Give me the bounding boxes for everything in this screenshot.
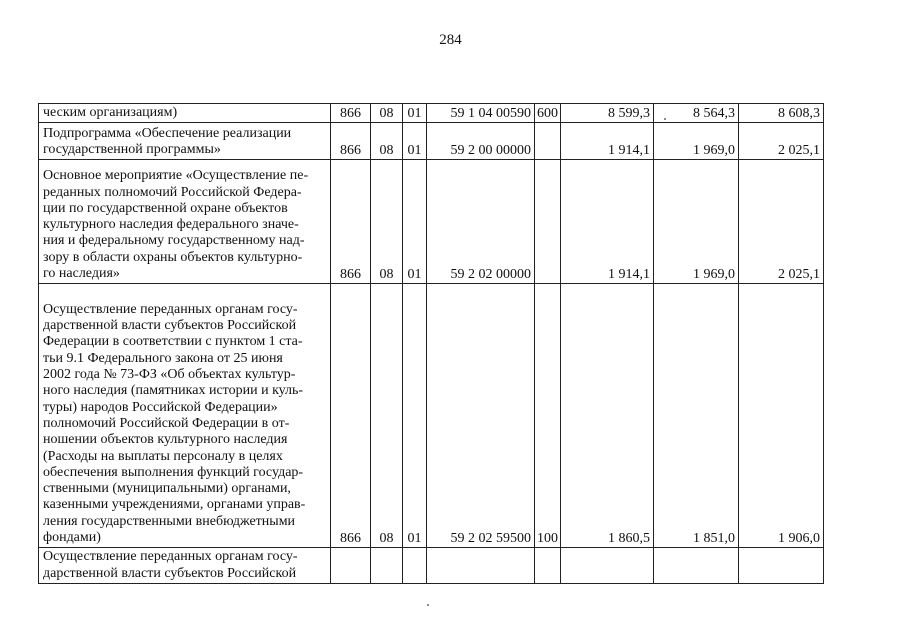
table-row	[39, 123, 824, 160]
section-code-cell	[371, 548, 403, 584]
amount-year1-cell: 1 914,1	[561, 160, 654, 284]
item-name-cell	[39, 548, 331, 584]
item-name-cell	[39, 284, 331, 548]
subsection-code-cell: 01	[403, 104, 427, 123]
item-name-line: обеспечения выполнения функций государ-	[43, 464, 304, 480]
item-name-line: тьи 9.1 Федерального закона от 25 июня	[43, 350, 283, 366]
ministry-code-cell: 866	[331, 284, 371, 548]
amount-year3-cell: 8 608,3	[739, 104, 824, 123]
subsection-code-cell: 01	[403, 123, 427, 160]
amount-year3-cell	[739, 548, 824, 584]
item-name-line: (Расходы на выплаты персоналу в целях	[43, 448, 283, 464]
amount-year3-cell: 2 025,1	[739, 123, 824, 160]
table-row	[39, 548, 824, 584]
subsection-code-cell: 01	[403, 284, 427, 548]
section-code-cell: 08	[371, 104, 403, 123]
scan-speck	[427, 604, 429, 606]
table-row	[39, 160, 824, 284]
item-name-line: ции по государственной охране объектов	[43, 200, 288, 216]
expense-type-cell	[535, 548, 561, 584]
item-name-line: Подпрограмма «Обеспечение реализации	[43, 125, 292, 141]
item-name-line: Осуществление переданных органам госу-	[43, 549, 298, 565]
item-name-line: ления государственными внебюджетными	[43, 513, 296, 529]
table-row	[39, 104, 824, 123]
amount-year1-cell: 1 914,1	[561, 123, 654, 160]
target-article-cell: 59 2 02 59500	[427, 284, 535, 548]
item-name-line: реданных полномочий Российской Федера-	[43, 184, 302, 200]
amount-year2-cell: 1 851,0	[654, 284, 739, 548]
amount-year2-cell	[654, 548, 739, 584]
ministry-code-cell: 866	[331, 104, 371, 123]
item-name-line: Федерации в соответствии с пунктом 1 ста-	[43, 334, 303, 350]
amount-year3-cell: 1 906,0	[739, 284, 824, 548]
table-row	[39, 284, 824, 548]
section-code-cell: 08	[371, 284, 403, 548]
amount-year1-cell: 8 599,3	[561, 104, 654, 123]
section-code-cell: 08	[371, 160, 403, 284]
expense-type-cell: 600	[535, 104, 561, 123]
ministry-code-cell: 866	[331, 123, 371, 160]
expense-type-cell	[535, 160, 561, 284]
item-name-line: дарственной власти субъектов Российской	[43, 318, 297, 334]
ministry-code-cell: 866	[331, 160, 371, 284]
target-article-cell: 59 2 02 00000	[427, 160, 535, 284]
target-article-cell: 59 2 00 00000	[427, 123, 535, 160]
target-article-cell	[427, 548, 535, 584]
item-name-line: зору в области охраны объектов культурно-	[43, 249, 303, 265]
item-name-line: 2002 года № 73-ФЗ «Об объектах культур-	[43, 367, 296, 383]
item-name-cell	[39, 123, 331, 160]
item-name-line: Основное мероприятие «Осуществление пе-	[43, 168, 309, 184]
target-article-cell: 59 1 04 00590	[427, 104, 535, 123]
amount-year3-cell: 2 025,1	[739, 160, 824, 284]
item-name-line: дарственной власти субъектов Российской	[43, 565, 297, 581]
amount-year2-cell: 8 564,3	[654, 104, 739, 123]
item-name-line: ного наследия (памятниках истории и куль-	[43, 383, 304, 399]
item-name-line: полномочий Российской Федерации в от-	[43, 415, 290, 431]
item-name-line: ношении объектов культурного наследия	[43, 432, 288, 448]
item-name-line: го наследия»	[43, 266, 120, 281]
budget-table	[38, 103, 824, 584]
scan-speck	[664, 118, 666, 120]
table-body	[39, 104, 824, 584]
amount-year1-cell: 1 860,5	[561, 284, 654, 548]
amount-year2-cell: 1 969,0	[654, 123, 739, 160]
item-name-line: ния и федеральному государственному над-	[43, 233, 305, 249]
item-name-line: фондами)	[43, 530, 101, 545]
page-number: 284	[439, 32, 462, 48]
item-name-line: Осуществление переданных органам госу-	[43, 301, 298, 317]
subsection-code-cell: 01	[403, 160, 427, 284]
amount-year2-cell: 1 969,0	[654, 160, 739, 284]
expense-type-cell	[535, 123, 561, 160]
item-name-line: государственной программы»	[43, 142, 221, 157]
item-name-line: казенными учреждениями, органами управ-	[43, 497, 306, 513]
item-name-line: ческим организациям)	[43, 105, 178, 120]
amount-year1-cell	[561, 548, 654, 584]
ministry-code-cell	[331, 548, 371, 584]
item-name-line: культурного наследия федерального значе-	[43, 217, 299, 233]
item-name-cell	[39, 104, 331, 123]
item-name-cell	[39, 160, 331, 284]
item-name-line: ственными (муниципальными) органами,	[43, 481, 291, 497]
section-code-cell: 08	[371, 123, 403, 160]
subsection-code-cell	[403, 548, 427, 584]
expense-type-cell: 100	[535, 284, 561, 548]
item-name-line: туры) народов Российской Федерации»	[43, 399, 278, 415]
